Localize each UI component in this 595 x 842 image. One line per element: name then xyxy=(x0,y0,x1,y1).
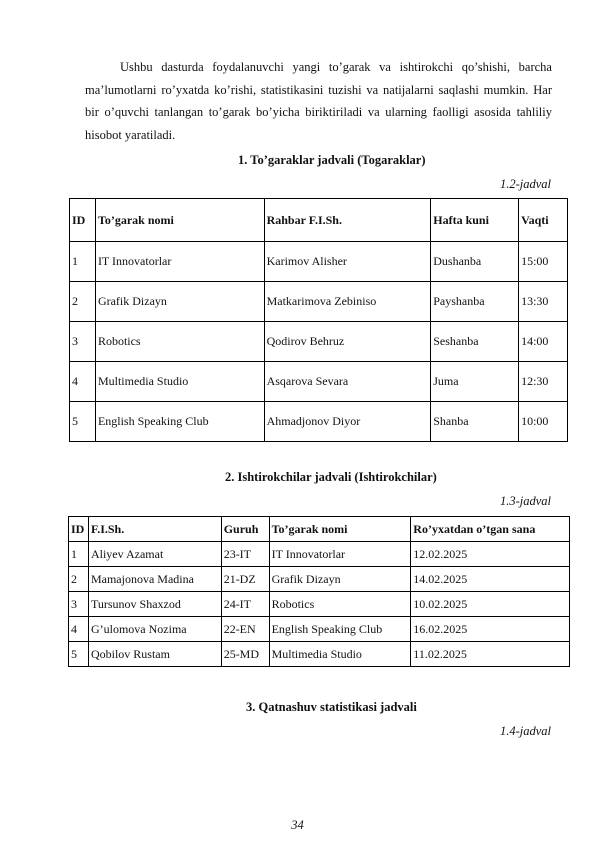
table-cell: 10.02.2025 xyxy=(411,592,570,617)
table-cell: 4 xyxy=(70,362,96,402)
column-header: Rahbar F.I.Sh. xyxy=(264,199,431,242)
table-cell: Matkarimova Zebiniso xyxy=(264,282,431,322)
table-cell: Tursunov Shaxzod xyxy=(88,592,221,617)
table-cell: 10:00 xyxy=(519,402,568,442)
table-row xyxy=(69,642,570,667)
table-cell: 5 xyxy=(69,642,89,667)
table-cell: Karimov Alisher xyxy=(264,242,431,282)
table-cell: Qodirov Behruz xyxy=(264,322,431,362)
table-row xyxy=(70,242,568,282)
section-2-title: 2. Ishtirokchilar jadvali (Ishtirokchilar) xyxy=(225,470,437,484)
table-cell: Robotics xyxy=(269,592,411,617)
table-cell: 13:30 xyxy=(519,282,568,322)
clubs-table xyxy=(69,198,568,442)
column-header: Hafta kuni xyxy=(431,199,519,242)
participants-table xyxy=(68,516,570,667)
table-cell: 5 xyxy=(70,402,96,442)
table-row xyxy=(69,567,570,592)
column-header: To’garak nomi xyxy=(269,517,411,542)
table-cell: Asqarova Sevara xyxy=(264,362,431,402)
table-cell: English Speaking Club xyxy=(95,402,264,442)
table-row xyxy=(70,402,568,442)
table-3-caption: 1.4-jadval xyxy=(499,724,551,738)
section-1-title: 1. To’garaklar jadvali (Togaraklar) xyxy=(238,153,426,167)
table-cell: 4 xyxy=(69,617,89,642)
section-3-title: 3. Qatnashuv statistikasi jadvali xyxy=(246,700,417,714)
table-row xyxy=(70,322,568,362)
table-cell: 1 xyxy=(70,242,96,282)
column-header: ID xyxy=(70,199,96,242)
table-row xyxy=(69,617,570,642)
column-header: Vaqti xyxy=(519,199,568,242)
table-cell: G’ulomova Nozima xyxy=(88,617,221,642)
table-cell: Qobilov Rustam xyxy=(88,642,221,667)
table-row xyxy=(70,282,568,322)
table-header-row xyxy=(69,517,570,542)
table-row xyxy=(69,592,570,617)
column-header: F.I.Sh. xyxy=(88,517,221,542)
table-cell: Aliyev Azamat xyxy=(88,542,221,567)
page-number: 34 xyxy=(291,818,304,832)
table-cell: 2 xyxy=(69,567,89,592)
table-cell: Shanba xyxy=(431,402,519,442)
table-1-caption: 1.2-jadval xyxy=(499,177,551,191)
table-cell: 3 xyxy=(70,322,96,362)
table-row xyxy=(69,542,570,567)
table-2-caption: 1.3-jadval xyxy=(499,494,551,508)
table-cell: 11.02.2025 xyxy=(411,642,570,667)
table-cell: Mamajonova Madina xyxy=(88,567,221,592)
table-cell: Ahmadjonov Diyor xyxy=(264,402,431,442)
table-cell: 21-DZ xyxy=(221,567,269,592)
table-cell: 2 xyxy=(70,282,96,322)
table-cell: 14.02.2025 xyxy=(411,567,570,592)
intro-paragraph: Ushbu dasturda foydalanuvchi yangi to’garak va ishtirokchi qo’shishi, barcha ma’lumotlarni ro’yxatda ko’rishi, statistikasini tuzishi va natijalarni saqlashi mumkin. Har bir o’quvchi tanlangan to’garak bo’yicha biriktiriladi va ularning faolligi asosida tahliliy hisobot yaratiladi. xyxy=(85,60,552,142)
table-cell: 16.02.2025 xyxy=(411,617,570,642)
table-cell: English Speaking Club xyxy=(269,617,411,642)
table-cell: Dushanba xyxy=(431,242,519,282)
table-cell: 3 xyxy=(69,592,89,617)
table-cell: Multimedia Studio xyxy=(95,362,264,402)
table-header-row xyxy=(70,199,568,242)
table-cell: 24-IT xyxy=(221,592,269,617)
table-cell: 12.02.2025 xyxy=(411,542,570,567)
table-cell: Juma xyxy=(431,362,519,402)
table-cell: Grafik Dizayn xyxy=(269,567,411,592)
table-cell: 14:00 xyxy=(519,322,568,362)
column-header: ID xyxy=(69,517,89,542)
table-cell: 22-EN xyxy=(221,617,269,642)
table-cell: 15:00 xyxy=(519,242,568,282)
table-cell: Payshanba xyxy=(431,282,519,322)
table-cell: Grafik Dizayn xyxy=(95,282,264,322)
column-header: To’garak nomi xyxy=(95,199,264,242)
table-cell: Robotics xyxy=(95,322,264,362)
table-cell: 25-MD xyxy=(221,642,269,667)
table-row xyxy=(70,362,568,402)
table-cell: 12:30 xyxy=(519,362,568,402)
table-cell: IT Innovatorlar xyxy=(269,542,411,567)
table-cell: 1 xyxy=(69,542,89,567)
table-cell: IT Innovatorlar xyxy=(95,242,264,282)
column-header: Ro’yxatdan o’tgan sana xyxy=(411,517,570,542)
column-header: Guruh xyxy=(221,517,269,542)
table-cell: 23-IT xyxy=(221,542,269,567)
table-cell: Multimedia Studio xyxy=(269,642,411,667)
table-cell: Seshanba xyxy=(431,322,519,362)
